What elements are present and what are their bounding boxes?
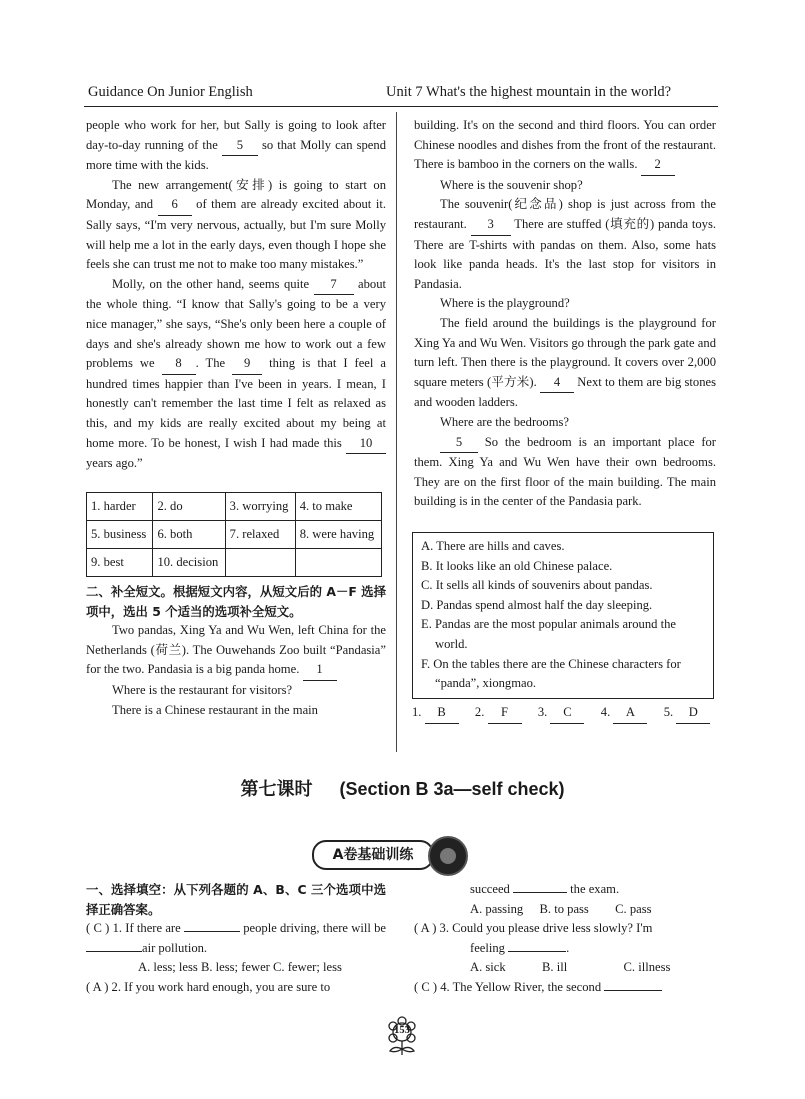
blank-6: 6: [158, 195, 192, 216]
passage-paragraph-2: The new arrangement(安排) is going to start on Monday, and 6 of them are already excited about it. Sally says, “I'm very nervous, actually, but I'm sure Molly will help me a lot in the early days, even though I hope she feels she can trust me not to make too many mistakes.”: [86, 177, 386, 272]
question-2-options: A. passing B. to pass C. pass: [470, 901, 652, 916]
table-cell: 6. both: [153, 521, 225, 549]
panda-paragraph-4: The field around the buildings is the playground for Xing Ya and Wu Wen. Visitors go through the park gate and turn left. Then there is the playground. It covers over 2,000 square meters (平方米). 4 Next to them are big stones and wooden ladders.: [414, 315, 716, 410]
question-3-cont: feeling .: [470, 940, 570, 955]
section-title-en: (Section B 3a—self check): [339, 779, 565, 799]
table-row: [87, 493, 382, 521]
question-2-cont: succeed the exam.: [470, 882, 620, 896]
option-b: B. It looks like an old Chinese palace.: [421, 558, 613, 573]
question-restaurant: Where is the restaurant for visitors?: [112, 682, 293, 697]
word-bank-table: [86, 492, 382, 577]
flower-icon: [380, 1015, 424, 1059]
passage-paragraph-3: Molly, on the other hand, seems quite 7 about the whole thing. “I know that Sally's going to be a very nice manager,” she says, “She's only been here a couple of days and she's already shown me how to work out a few problems we 8 . The 9 thing is that I feel a hundred times happier than I've been in years. I mean, I honestly can't remember the last time I felt as relaxed as this, and my kids are really excited about my being at home more. To be honest, I wish I had made this 10 years ago.”: [86, 276, 386, 471]
option-d: D. Pandas spend almost half the day sleeping.: [421, 597, 653, 612]
answer-4: A: [613, 703, 647, 724]
blank-7: 7: [314, 275, 354, 296]
question-3-options: A. sick B. ill C. illness: [470, 960, 671, 975]
blank-8: 8: [162, 354, 196, 375]
bottom-right-column: [414, 880, 716, 998]
blank-2: 2: [641, 155, 675, 176]
option-a: A. There are hills and caves.: [421, 539, 565, 553]
table-row: [87, 549, 382, 577]
blank-5-panda: 5: [440, 433, 478, 454]
option-f: F. On the tables there are the Chinese characters for “panda”, xiongmao.: [421, 656, 681, 691]
question-2: ( A ) 2. If you work hard enough, you are sure to: [86, 979, 331, 994]
table-cell: [225, 549, 295, 577]
question-playground: Where is the playground?: [440, 296, 570, 311]
answer-row: 1. B 2. F 3. C 4. A 5. D: [412, 703, 716, 724]
question-bedrooms: Where are the bedrooms?: [440, 414, 570, 429]
option-e: E. Pandas are the most popular animals around the world.: [421, 617, 676, 651]
answer-2: F: [488, 703, 522, 724]
section-title: [0, 775, 805, 801]
table-cell: 5. business: [87, 521, 153, 549]
left-column-lower: [86, 582, 386, 720]
panda-paragraph-2-cont: building. It's on the second and third floors. You can order Chinese noodles and dishes from the front of the restaurant. There is bamboo in the corners on the walls. 2: [414, 116, 716, 176]
header-unit-title: Unit 7 What's the highest mountain in the world?: [386, 84, 672, 100]
table-cell: 4. to make: [295, 493, 381, 521]
table-cell: 1. harder: [87, 493, 153, 521]
header-rule: [84, 106, 718, 107]
panda-paragraph-5: 5 So the bedroom is an important place for them. Xing Ya and Wu Wen have their own bedrooms. They are on the first floor of the main building. The main building is in the center of the Pandasia park.: [414, 434, 716, 509]
task-instruction-2: 二、补全短文。根据短文内容，从短文后的 A－F 选择项中，选出 5 个适当的选项补全短文。: [86, 584, 386, 619]
panda-paragraph-2-start: There is a Chinese restaurant in the main: [112, 702, 318, 717]
blank-1: 1: [303, 660, 337, 681]
question-souvenir: Where is the souvenir shop?: [440, 177, 583, 192]
table-cell: 9. best: [87, 549, 153, 577]
blank-5: 5: [222, 136, 258, 157]
options-box: [412, 532, 714, 699]
header-book-title: Guidance On Junior English: [88, 84, 253, 100]
left-column: [86, 116, 386, 474]
blank-3: 3: [471, 215, 511, 236]
tire-icon: [428, 836, 468, 876]
blank-10: 10: [346, 434, 386, 455]
answer-3: C: [550, 703, 584, 724]
question-4: ( C ) 4. The Yellow River, the second: [414, 978, 716, 998]
task-instruction-1: 一、选择填空：从下列各题的 A、B、C 三个选项中选择正确答案。: [86, 882, 386, 917]
answer-5: D: [676, 703, 710, 724]
section-title-cn: 第七课时: [240, 779, 313, 800]
blank-4: 4: [540, 373, 574, 394]
level-badge-label: A卷基础训练: [312, 840, 434, 870]
column-divider: [396, 112, 397, 752]
level-badge: [300, 830, 480, 876]
table-cell: 10. decision: [153, 549, 225, 577]
table-cell: 8. were having: [295, 521, 381, 549]
table-cell: [295, 549, 381, 577]
option-c: C. It sells all kinds of souvenirs about pandas.: [421, 578, 653, 593]
panda-paragraph-1: Two pandas, Xing Ya and Wu Wen, left China for the Netherlands (荷兰). The Ouwehands Zoo built “Pandasia” for the two. Pandasia is a big panda home. 1: [86, 621, 386, 681]
right-column: [414, 116, 716, 512]
blank-9: 9: [232, 354, 262, 375]
panda-paragraph-3: The souvenir(纪念品) shop is just across from the restaurant. 3 There are stuffed (填充的) panda toys. There are T-shirts with pandas on them. Also, some hats look like panda heads. It's the last stop for visitors in Pandasia.: [414, 197, 717, 291]
page-number: 153: [394, 1025, 410, 1036]
question-3: ( A ) 3. Could you please drive less slowly? I'm: [414, 921, 653, 936]
table-cell: 3. worrying: [225, 493, 295, 521]
bottom-left-column: [86, 880, 386, 998]
page-number-emblem: [380, 1015, 424, 1059]
answer-1: B: [425, 703, 459, 724]
table-cell: 7. relaxed: [225, 521, 295, 549]
passage-paragraph-1: people who work for her, but Sally is going to look after day-to-day running of the 5 so that Molly can spend more time with the kids.: [86, 118, 386, 173]
table-cell: 2. do: [153, 493, 225, 521]
table-row: [87, 521, 382, 549]
question-1: ( C ) 1. If there are people driving, there will be air pollution.: [86, 921, 386, 955]
question-1-options: A. less; less B. less; fewer C. fewer; less: [138, 960, 342, 975]
